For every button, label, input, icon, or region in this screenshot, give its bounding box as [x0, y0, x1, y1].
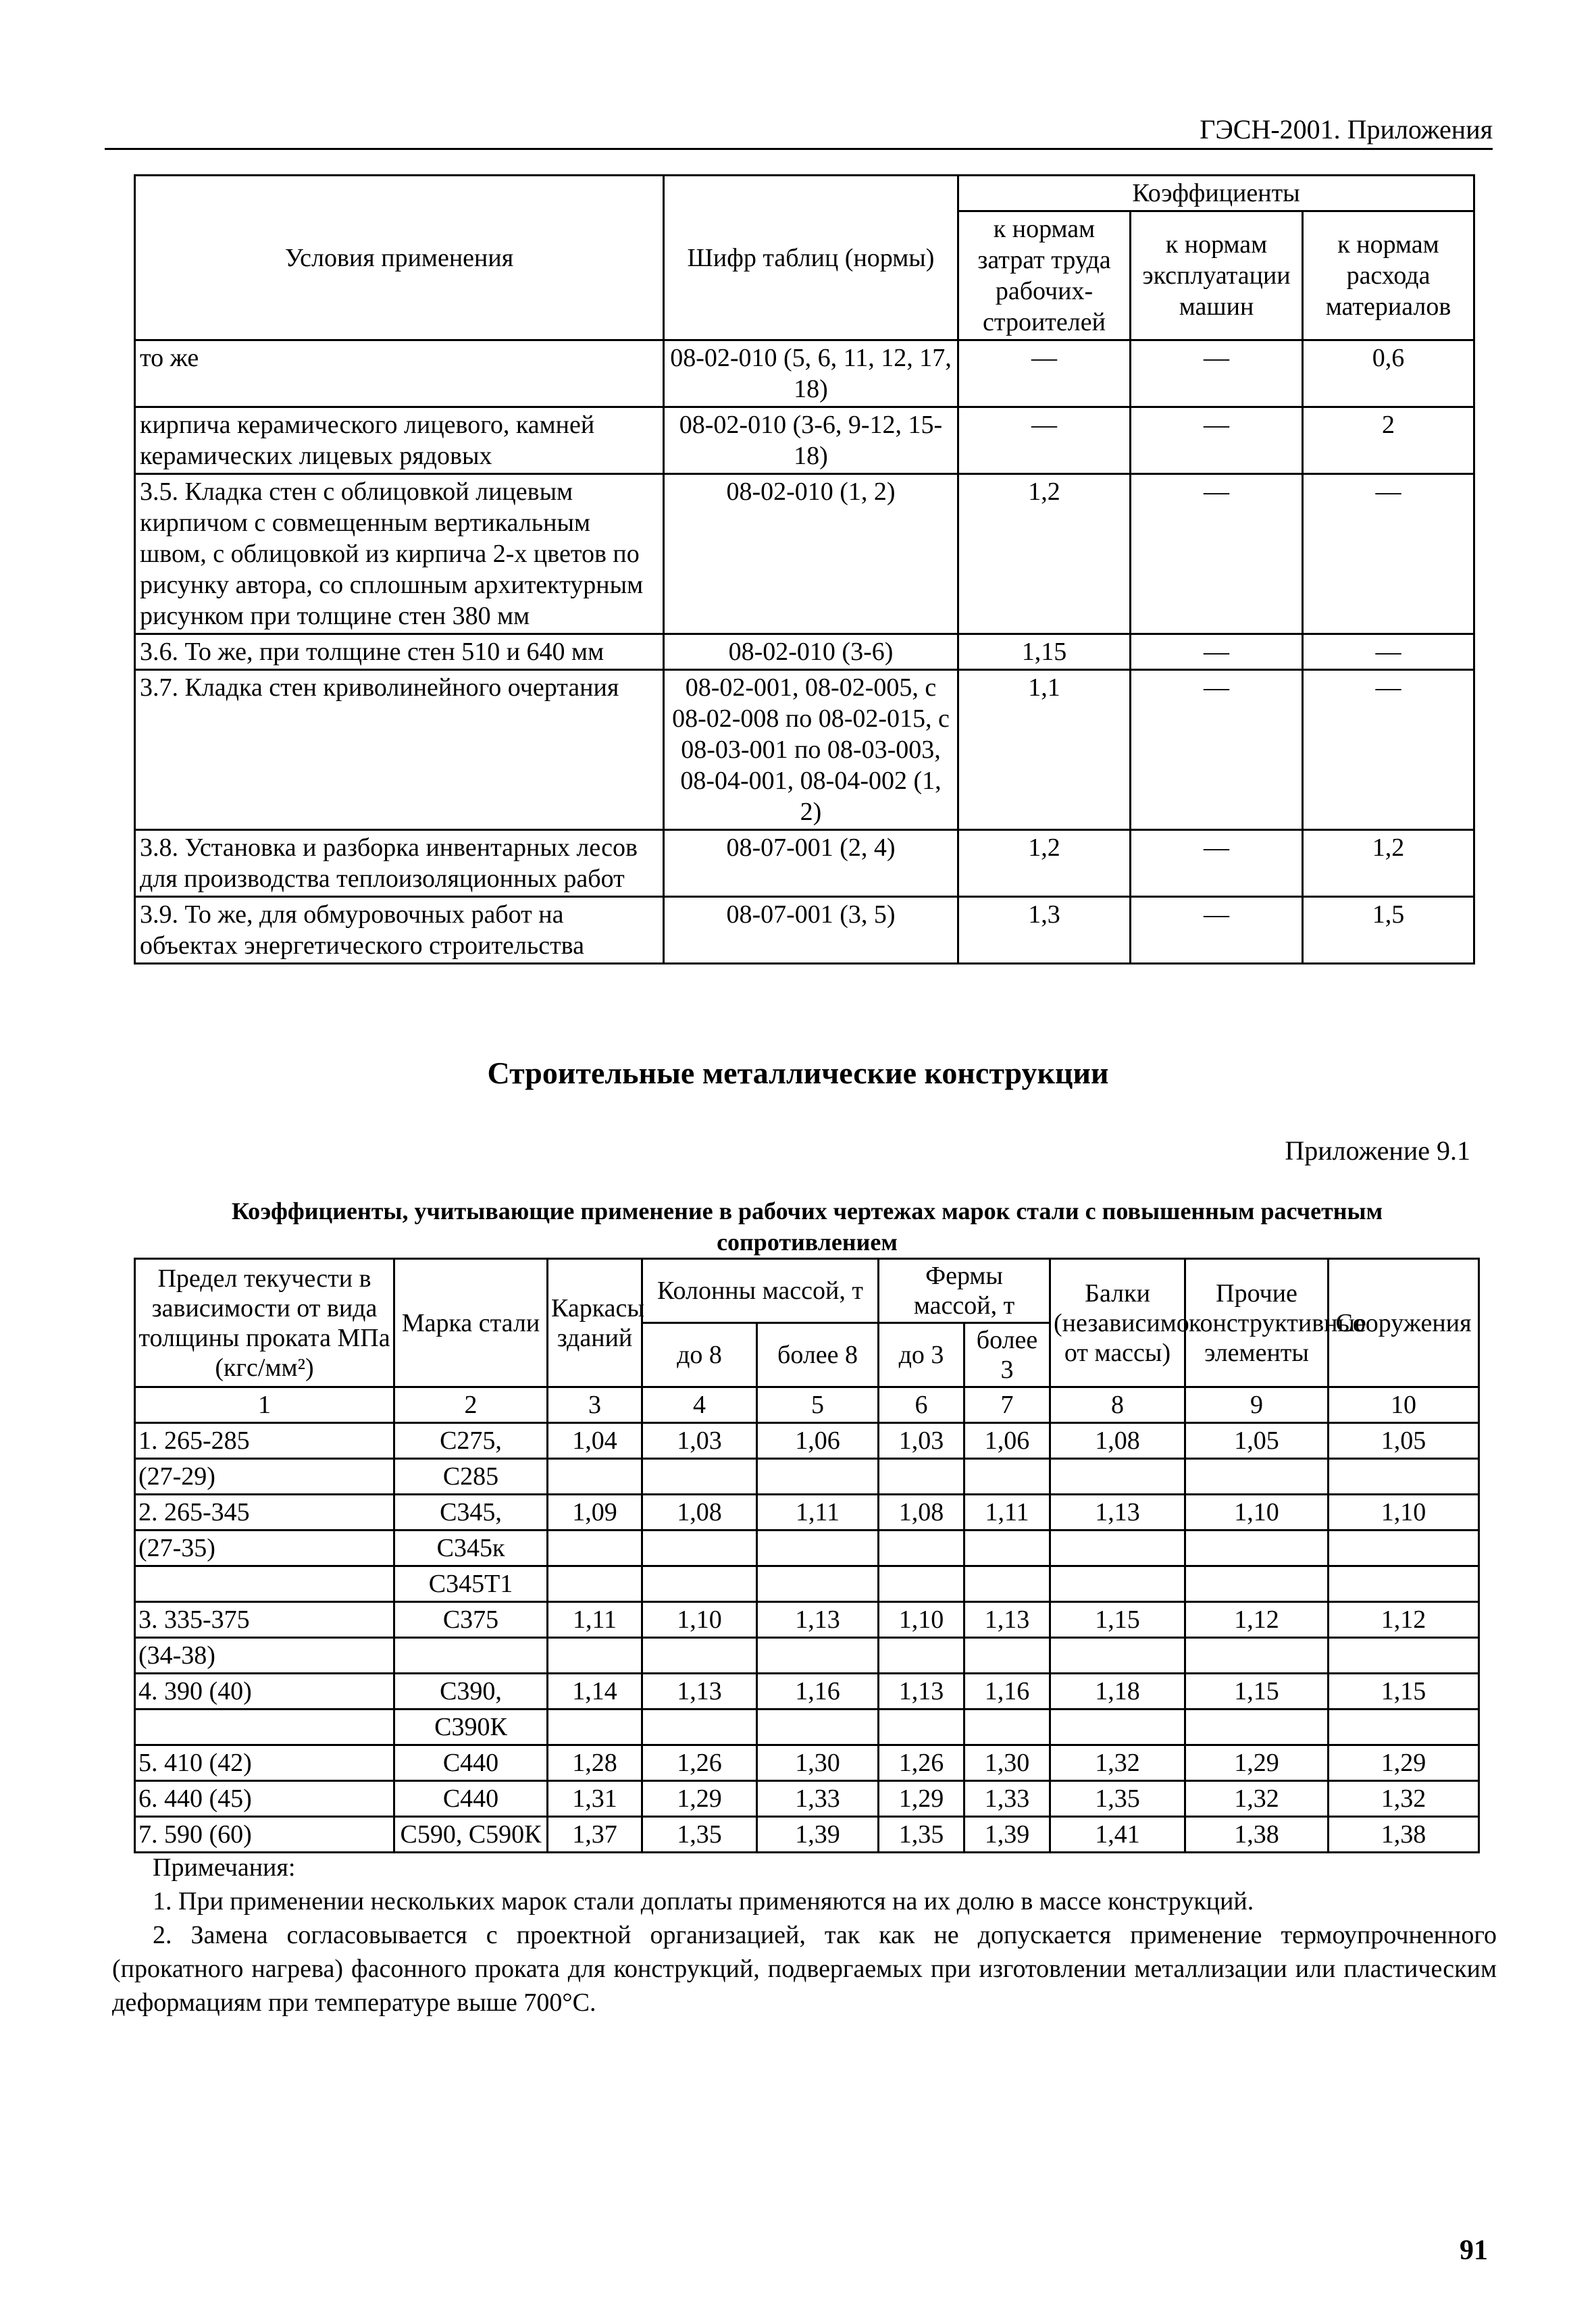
cell-columns-over8	[757, 1638, 879, 1674]
cell-conditions: 3.5. Кладка стен с облицовкой лицевым кирпичом с совмещенным вертикальным швом, с облицовкой из кирпича 2-х цветов по рисунку автора, со сплошным архитектурным рисунком при толщине стен 380 мм	[135, 474, 664, 634]
cell-columns-upto8: 1,35	[642, 1817, 757, 1853]
cell-trusses-over3: 1,06	[964, 1423, 1050, 1459]
cell-machines: —	[1131, 340, 1303, 407]
cell-code: 08-02-010 (5, 6, 11, 12, 17, 18)	[664, 340, 958, 407]
appendix-label: Приложение 9.1	[1285, 1135, 1470, 1166]
cell-columns-upto8	[642, 1531, 757, 1566]
cell-labor: 1,2	[958, 474, 1131, 634]
cell-conditions: 3.7. Кладка стен криволинейного очертания	[135, 670, 664, 830]
cell-beams	[1050, 1638, 1185, 1674]
cell-labor: —	[958, 407, 1131, 474]
cell-beams: 1,13	[1050, 1495, 1185, 1531]
cell-beams	[1050, 1566, 1185, 1602]
header-structures: Сооружения	[1329, 1259, 1479, 1387]
cell-grade: С590, С590К	[394, 1817, 548, 1853]
cell-labor: 1,15	[958, 634, 1131, 670]
cell-materials: 0,6	[1303, 340, 1474, 407]
table-row	[135, 340, 1474, 407]
cell-frames	[548, 1566, 642, 1602]
cell-materials: —	[1303, 670, 1474, 830]
cell-beams	[1050, 1531, 1185, 1566]
cell-conditions: 3.9. То же, для обмуровочных работ на объектах энергетического строительства	[135, 897, 664, 964]
cell-materials: —	[1303, 474, 1474, 634]
cell-materials: 1,2	[1303, 830, 1474, 897]
cell-yield: 3. 335-375	[135, 1602, 394, 1638]
cell-labor: 1,1	[958, 670, 1131, 830]
cell-columns-over8: 1,30	[757, 1745, 879, 1781]
cell-machines: —	[1131, 474, 1303, 634]
cell-trusses-over3: 1,11	[964, 1495, 1050, 1531]
table-row	[135, 1638, 1479, 1674]
running-header: ГЭСН-2001. Приложения	[105, 113, 1493, 150]
cell-trusses-upto3: 1,35	[879, 1817, 964, 1853]
cell-structures	[1329, 1459, 1479, 1495]
cell-grade: С390,	[394, 1674, 548, 1709]
table-row	[135, 1566, 1479, 1602]
cell-columns-upto8	[642, 1638, 757, 1674]
cell-beams: 1,32	[1050, 1745, 1185, 1781]
table-caption: Коэффициенты, учитывающие применение в рабочих чертежах марок стали с повышенным расчетным сопротивлением	[231, 1198, 1383, 1256]
table-row	[135, 1781, 1479, 1817]
cell-columns-over8: 1,11	[757, 1495, 879, 1531]
cell-yield: 7. 590 (60)	[135, 1817, 394, 1853]
cell-structures	[1329, 1638, 1479, 1674]
cell-materials: 1,5	[1303, 897, 1474, 964]
cell-beams	[1050, 1459, 1185, 1495]
cell-structures: 1,15	[1329, 1674, 1479, 1709]
cell-machines: —	[1131, 407, 1303, 474]
header-grade: Марка стали	[394, 1259, 548, 1387]
cell-yield: 2. 265-345	[135, 1495, 394, 1531]
cell-code: 08-02-001, 08-02-005, с 08-02-008 по 08-02-015, с 08-03-001 по 08-03-003, 08-04-001, 08-04-002 (1, 2)	[664, 670, 958, 830]
cell-yield: (34-38)	[135, 1638, 394, 1674]
header-frames: Каркасы зданий	[548, 1259, 642, 1387]
cell-trusses-upto3: 1,29	[879, 1781, 964, 1817]
table-row	[135, 897, 1474, 964]
cell-trusses-over3: 1,39	[964, 1817, 1050, 1853]
cell-conditions: кирпича керамического лицевого, камней керамических лицевых рядовых	[135, 407, 664, 474]
cell-columns-upto8: 1,26	[642, 1745, 757, 1781]
cell-code: 08-07-001 (3, 5)	[664, 897, 958, 964]
cell-columns-over8	[757, 1566, 879, 1602]
table-row	[135, 474, 1474, 634]
cell-yield: 1. 265-285	[135, 1423, 394, 1459]
cell-frames: 1,04	[548, 1423, 642, 1459]
cell-other	[1185, 1459, 1329, 1495]
cell-trusses-upto3	[879, 1531, 964, 1566]
cell-frames	[548, 1459, 642, 1495]
cell-frames	[548, 1531, 642, 1566]
cell-conditions: 3.6. То же, при толщине стен 510 и 640 мм	[135, 634, 664, 670]
cell-beams: 1,35	[1050, 1781, 1185, 1817]
cell-columns-over8: 1,33	[757, 1781, 879, 1817]
table-row	[135, 1531, 1479, 1566]
cell-grade: С345к	[394, 1531, 548, 1566]
section-title: Строительные металлические конструкции	[487, 1056, 1109, 1090]
cell-yield: 6. 440 (45)	[135, 1781, 394, 1817]
cell-yield: 5. 410 (42)	[135, 1745, 394, 1781]
cell-other: 1,32	[1185, 1781, 1329, 1817]
cell-other: 1,10	[1185, 1495, 1329, 1531]
column-number: 3	[548, 1387, 642, 1423]
table-row	[135, 1495, 1479, 1531]
header-materials: к нормам расхода материалов	[1303, 211, 1474, 340]
cell-trusses-upto3	[879, 1459, 964, 1495]
cell-beams	[1050, 1709, 1185, 1745]
header-machines: к нормам эксплуатации машин	[1131, 211, 1303, 340]
cell-columns-upto8: 1,29	[642, 1781, 757, 1817]
cell-labor: —	[958, 340, 1131, 407]
cell-trusses-over3: 1,13	[964, 1602, 1050, 1638]
header-conditions: Условия применения	[135, 176, 664, 340]
cell-other: 1,05	[1185, 1423, 1329, 1459]
note-2: 2. Замена согласовывается с проектной организацией, так как не допускается применение термоупрочненного (прокатного нагрева) фасонного проката для конструкций, подвергаемых при изготовлении металлизации или пластическим деформациям при температуре выше 700°С.	[112, 1921, 1497, 2017]
cell-grade: С285	[394, 1459, 548, 1495]
table-row	[135, 1817, 1479, 1853]
column-number-row	[135, 1387, 1479, 1423]
header-labor: к нормам затрат труда рабочих-строителей	[958, 211, 1131, 340]
coefficients-table-masonry	[134, 174, 1475, 965]
cell-trusses-upto3	[879, 1638, 964, 1674]
cell-trusses-over3	[964, 1638, 1050, 1674]
header-trusses-over3: более 3	[964, 1323, 1050, 1387]
column-number: 2	[394, 1387, 548, 1423]
cell-frames: 1,14	[548, 1674, 642, 1709]
cell-columns-upto8: 1,03	[642, 1423, 757, 1459]
table-row	[135, 1709, 1479, 1745]
cell-conditions: 3.8. Установка и разборка инвентарных лесов для производства теплоизоляционных работ	[135, 830, 664, 897]
header-other: Прочие конструктивные элементы	[1185, 1259, 1329, 1387]
cell-beams: 1,41	[1050, 1817, 1185, 1853]
cell-other: 1,15	[1185, 1674, 1329, 1709]
cell-grade: С390К	[394, 1709, 548, 1745]
cell-machines: —	[1131, 830, 1303, 897]
column-number: 4	[642, 1387, 757, 1423]
cell-grade: С345,	[394, 1495, 548, 1531]
cell-other: 1,29	[1185, 1745, 1329, 1781]
cell-grade: С440	[394, 1745, 548, 1781]
cell-code: 08-02-010 (3-6, 9-12, 15-18)	[664, 407, 958, 474]
page-number: 91	[1460, 2235, 1488, 2266]
cell-materials: 2	[1303, 407, 1474, 474]
cell-columns-upto8	[642, 1459, 757, 1495]
cell-structures	[1329, 1531, 1479, 1566]
header-coefficients: Коэффициенты	[958, 176, 1474, 211]
cell-machines: —	[1131, 634, 1303, 670]
cell-columns-over8	[757, 1531, 879, 1566]
cell-trusses-over3	[964, 1459, 1050, 1495]
cell-machines: —	[1131, 897, 1303, 964]
cell-conditions: то же	[135, 340, 664, 407]
cell-trusses-upto3	[879, 1709, 964, 1745]
cell-grade: С275,	[394, 1423, 548, 1459]
cell-frames	[548, 1709, 642, 1745]
header-columns-upto8: до 8	[642, 1323, 757, 1387]
cell-labor: 1,2	[958, 830, 1131, 897]
cell-columns-upto8	[642, 1709, 757, 1745]
cell-other: 1,12	[1185, 1602, 1329, 1638]
cell-grade: С440	[394, 1781, 548, 1817]
table-row	[135, 1674, 1479, 1709]
cell-columns-upto8: 1,10	[642, 1602, 757, 1638]
table-row	[135, 634, 1474, 670]
table-row	[135, 1745, 1479, 1781]
cell-frames: 1,28	[548, 1745, 642, 1781]
cell-other: 1,38	[1185, 1817, 1329, 1853]
cell-trusses-over3: 1,30	[964, 1745, 1050, 1781]
cell-columns-upto8: 1,13	[642, 1674, 757, 1709]
cell-other	[1185, 1709, 1329, 1745]
cell-frames	[548, 1638, 642, 1674]
cell-structures: 1,32	[1329, 1781, 1479, 1817]
cell-machines: —	[1131, 670, 1303, 830]
table-header-row	[135, 176, 1474, 211]
cell-trusses-upto3: 1,08	[879, 1495, 964, 1531]
header-columns: Колонны массой, т	[642, 1259, 879, 1323]
table-row	[135, 670, 1474, 830]
cell-other	[1185, 1566, 1329, 1602]
header-code: Шифр таблиц (нормы)	[664, 176, 958, 340]
cell-trusses-upto3: 1,10	[879, 1602, 964, 1638]
header-beams: Балки (независимо от массы)	[1050, 1259, 1185, 1387]
cell-frames: 1,37	[548, 1817, 642, 1853]
column-number: 8	[1050, 1387, 1185, 1423]
cell-materials: —	[1303, 634, 1474, 670]
cell-yield: (27-35)	[135, 1531, 394, 1566]
cell-grade: С375	[394, 1602, 548, 1638]
header-trusses: Фермы массой, т	[879, 1259, 1050, 1323]
cell-structures: 1,29	[1329, 1745, 1479, 1781]
cell-columns-over8	[757, 1459, 879, 1495]
cell-beams: 1,08	[1050, 1423, 1185, 1459]
cell-yield: 4. 390 (40)	[135, 1674, 394, 1709]
cell-structures: 1,10	[1329, 1495, 1479, 1531]
cell-structures: 1,05	[1329, 1423, 1479, 1459]
column-number: 5	[757, 1387, 879, 1423]
cell-yield: (27-29)	[135, 1459, 394, 1495]
cell-columns-over8	[757, 1709, 879, 1745]
cell-trusses-upto3: 1,03	[879, 1423, 964, 1459]
note-1: 1. При применении нескольких марок стали доплаты применяются на их долю в массе конструкций.	[153, 1887, 1254, 1916]
column-number: 7	[964, 1387, 1050, 1423]
cell-columns-over8: 1,06	[757, 1423, 879, 1459]
cell-trusses-over3	[964, 1531, 1050, 1566]
cell-structures	[1329, 1709, 1479, 1745]
cell-structures	[1329, 1566, 1479, 1602]
cell-code: 08-02-010 (3-6)	[664, 634, 958, 670]
cell-columns-upto8	[642, 1566, 757, 1602]
notes	[112, 1851, 1497, 2020]
cell-trusses-over3: 1,16	[964, 1674, 1050, 1709]
cell-beams: 1,18	[1050, 1674, 1185, 1709]
cell-columns-upto8: 1,08	[642, 1495, 757, 1531]
cell-columns-over8: 1,16	[757, 1674, 879, 1709]
table-row	[135, 830, 1474, 897]
cell-code: 08-07-001 (2, 4)	[664, 830, 958, 897]
cell-frames: 1,11	[548, 1602, 642, 1638]
cell-trusses-over3	[964, 1566, 1050, 1602]
cell-yield	[135, 1709, 394, 1745]
cell-trusses-upto3	[879, 1566, 964, 1602]
cell-columns-over8: 1,39	[757, 1817, 879, 1853]
table-row	[135, 1459, 1479, 1495]
cell-grade: С345Т1	[394, 1566, 548, 1602]
table-header-row	[135, 1259, 1479, 1323]
cell-labor: 1,3	[958, 897, 1131, 964]
cell-structures: 1,12	[1329, 1602, 1479, 1638]
cell-other	[1185, 1531, 1329, 1566]
table-row	[135, 407, 1474, 474]
cell-trusses-over3: 1,33	[964, 1781, 1050, 1817]
cell-code: 08-02-010 (1, 2)	[664, 474, 958, 634]
cell-trusses-upto3: 1,13	[879, 1674, 964, 1709]
cell-columns-over8: 1,13	[757, 1602, 879, 1638]
notes-title: Примечания:	[153, 1853, 296, 1882]
cell-trusses-over3	[964, 1709, 1050, 1745]
header-trusses-upto3: до 3	[879, 1323, 964, 1387]
cell-trusses-upto3: 1,26	[879, 1745, 964, 1781]
column-number: 9	[1185, 1387, 1329, 1423]
table-row	[135, 1423, 1479, 1459]
cell-frames: 1,09	[548, 1495, 642, 1531]
cell-frames: 1,31	[548, 1781, 642, 1817]
cell-beams: 1,15	[1050, 1602, 1185, 1638]
column-number: 10	[1329, 1387, 1479, 1423]
header-yield: Предел текучести в зависимости от вида толщины проката МПа (кгс/мм²)	[135, 1259, 394, 1387]
header-columns-over8: более 8	[757, 1323, 879, 1387]
coefficients-table-steel	[134, 1258, 1480, 1853]
column-number: 1	[135, 1387, 394, 1423]
cell-structures: 1,38	[1329, 1817, 1479, 1853]
column-number: 6	[879, 1387, 964, 1423]
table-row	[135, 1602, 1479, 1638]
cell-grade	[394, 1638, 548, 1674]
cell-yield	[135, 1566, 394, 1602]
cell-other	[1185, 1638, 1329, 1674]
